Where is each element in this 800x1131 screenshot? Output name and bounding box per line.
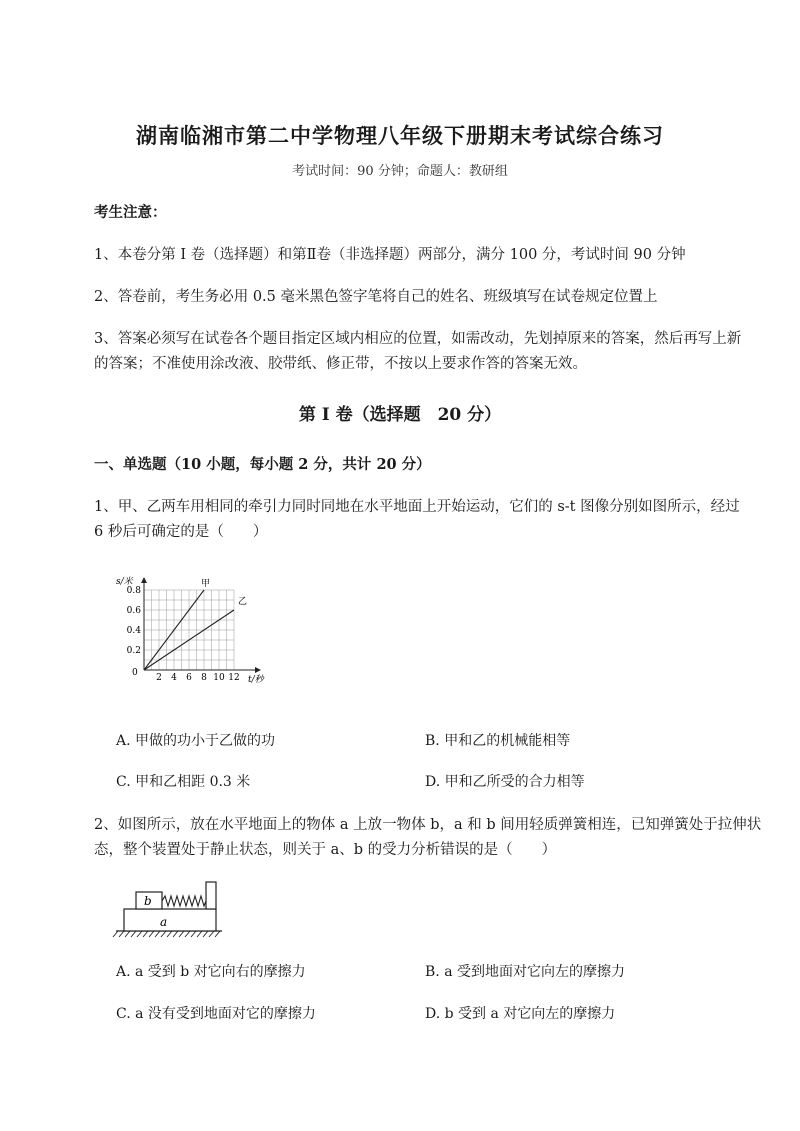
x-tick-label: 8 [201, 673, 207, 683]
hatch-line [203, 931, 208, 937]
q2-option-c[interactable]: C. a 没有受到地面对它的摩擦力 [116, 1006, 316, 1022]
section-title: 第 I 卷（选择题 20 分） [298, 405, 502, 425]
x-tick-label: 10 [213, 673, 225, 683]
wall-post [206, 882, 216, 909]
hatch-line [143, 931, 148, 937]
hatch-line [191, 931, 196, 937]
q2-option-a[interactable]: A. a 受到 b 对它向右的摩擦力 [116, 964, 306, 980]
q1-option-a[interactable]: A. 甲做的功小于乙做的功 [116, 733, 276, 749]
ground-hatch [113, 931, 220, 937]
origin-label: 0 [132, 668, 138, 678]
q1-option-c[interactable]: C. 甲和乙相距 0.3 米 [116, 774, 251, 790]
hatch-line [167, 931, 172, 937]
x-tick-label: 12 [228, 673, 240, 683]
hatch-line [113, 931, 118, 937]
hatch-line [185, 931, 190, 937]
hatch-line [131, 931, 136, 937]
question-1-stem: 1、甲、乙两车用相同的牵引力同时同地在水平地面上开始运动，它们的 s-t 图像分别如图所示，经过 [94, 499, 740, 515]
hatch-line [209, 931, 214, 937]
graph-grid [144, 590, 234, 670]
notice-heading: 考生注意： [94, 204, 167, 221]
q2-option-d[interactable]: D. b 受到 a 对它向左的摩擦力 [425, 1006, 616, 1022]
hatch-line [215, 931, 220, 937]
q1-option-d[interactable]: D. 甲和乙所受的合力相等 [425, 774, 585, 790]
x-tick-label: 6 [186, 673, 192, 683]
x-axis-label: t/秒 [248, 675, 264, 685]
spring [162, 896, 206, 906]
st-graph [110, 572, 270, 687]
notice-item-1: 1、本卷分第 I 卷（选择题）和第Ⅱ卷（非选择题）两部分，满分 100 分，考试时间 90 分钟 [94, 247, 686, 263]
notice-item-3-cont: 的答案；不准使用涂改液、胶带纸、修正带，不按以上要求作答的答案无效。 [94, 356, 587, 372]
page-title: 湖南临湘市第二中学物理八年级下册期末考试综合练习 [136, 123, 664, 148]
series-label: 甲 [201, 579, 211, 589]
y-axis-label: s/米 [116, 577, 133, 587]
hatch-line [197, 931, 202, 937]
question-2-stem: 2、如图所示，放在水平地面上的物体 a 上放一物体 b，a 和 b 间用轻质弹簧相连，已知弹簧处于拉伸状 [94, 817, 762, 833]
question-2-stem-cont: 态，整个装置处于静止状态，则关于 a、b 的受力分析错误的是（ ） [94, 842, 557, 858]
hatch-line [179, 931, 184, 937]
hatch-line [161, 931, 166, 937]
notice-item-3: 3、答案必须写在试卷各个题目指定区域内相应的位置，如需改动，先划掉原来的答案，然后再写上新 [94, 331, 742, 347]
x-tick-label: 4 [171, 673, 177, 683]
label-b: b [144, 894, 152, 908]
part-title: 一、单选题（10 小题，每小题 2 分，共计 20 分） [94, 456, 431, 473]
y-tick-label: 0.4 [126, 626, 141, 636]
question-1-stem-cont: 6 秒后可确定的是（ ） [94, 524, 268, 540]
spring-block-figure [110, 876, 230, 941]
exam-info: 考试时间：90 分钟；命题人：教研组 [292, 164, 508, 179]
label-a: a [160, 915, 168, 929]
q1-option-b[interactable]: B. 甲和乙的机械能相等 [425, 733, 571, 749]
hatch-line [149, 931, 154, 937]
hatch-line [155, 931, 160, 937]
y-tick-label: 0.8 [126, 586, 141, 596]
block-a [124, 909, 216, 931]
series-label: 乙 [238, 597, 248, 607]
hatch-line [137, 931, 142, 937]
q2-option-b[interactable]: B. a 受到地面对它向左的摩擦力 [425, 964, 625, 980]
hatch-line [173, 931, 178, 937]
y-tick-label: 0.2 [126, 646, 141, 656]
x-tick-label: 2 [156, 673, 162, 683]
y-tick-label: 0.6 [126, 606, 141, 616]
hatch-line [125, 931, 130, 937]
notice-item-2: 2、答卷前，考生务必用 0.5 毫米黑色签字笔将自己的姓名、班级填写在试卷规定位置上 [94, 289, 658, 305]
hatch-line [119, 931, 124, 937]
